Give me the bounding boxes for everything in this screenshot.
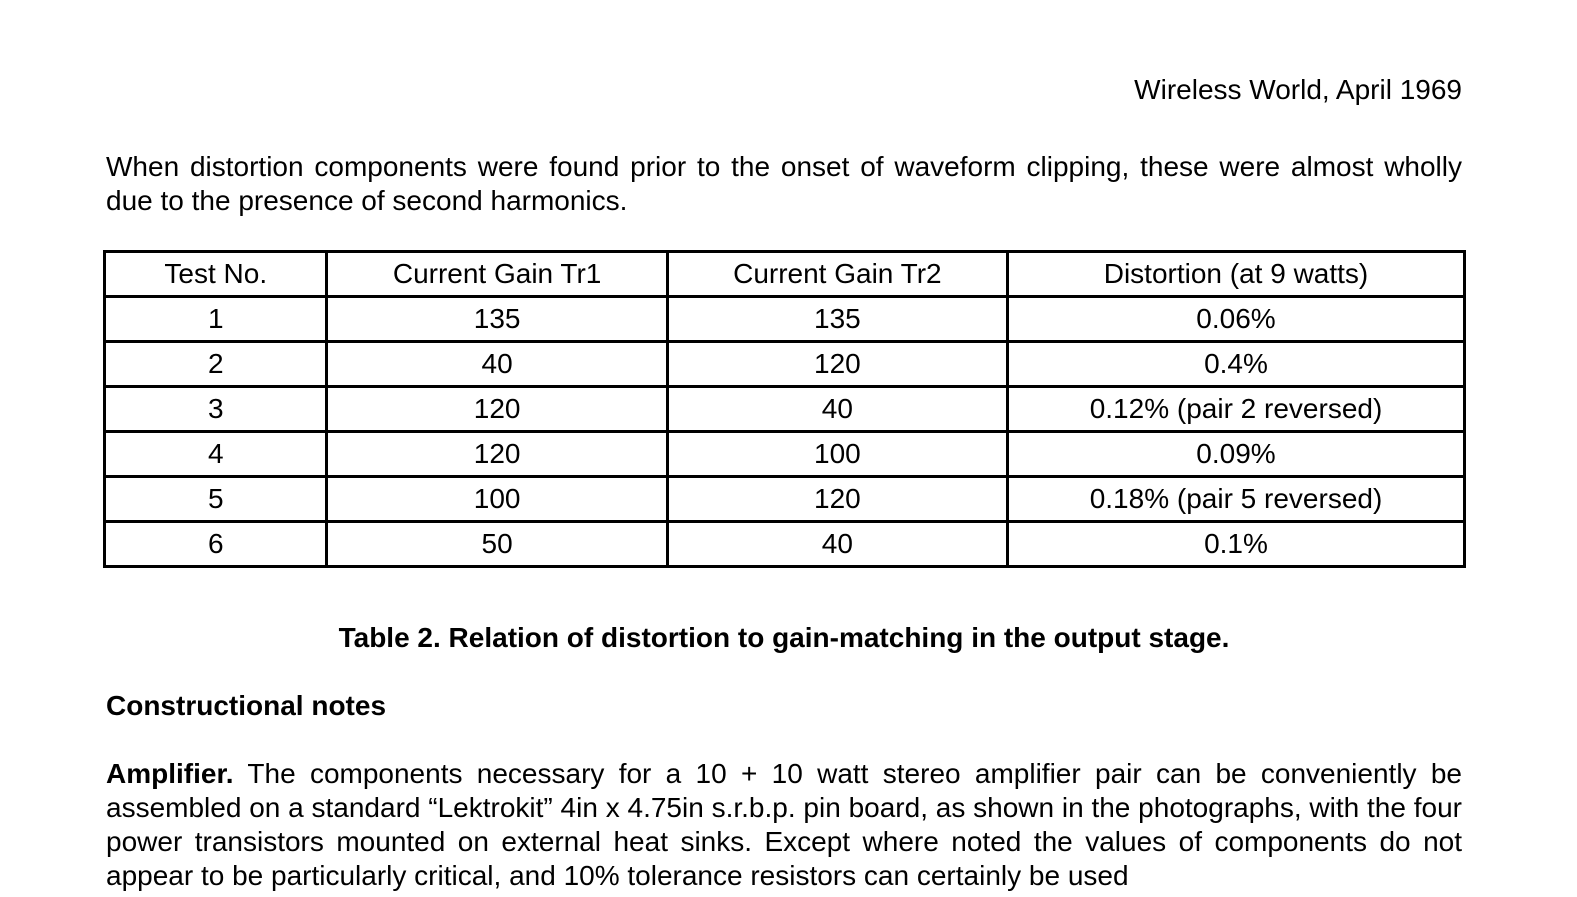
table-row xyxy=(105,387,1465,432)
table-cell-gain-tr2: 135 xyxy=(667,297,1007,342)
table-cell-distortion: 0.06% xyxy=(1007,297,1464,342)
table-cell-gain-tr1: 40 xyxy=(327,342,667,387)
table-cell-test-no: 2 xyxy=(105,342,327,387)
table-cell-gain-tr2: 120 xyxy=(667,477,1007,522)
table-cell-distortion: 0.4% xyxy=(1007,342,1464,387)
intro-paragraph: When distortion components were found prior to the onset of waveform clipping, these were almost wholly due to the presence of second harmonics. xyxy=(106,151,1462,216)
table-cell-test-no: 3 xyxy=(105,387,327,432)
table-cell-test-no: 5 xyxy=(105,477,327,522)
table-cell-gain-tr2: 120 xyxy=(667,342,1007,387)
table-cell-gain-tr2: 100 xyxy=(667,432,1007,477)
section-heading: Constructional notes xyxy=(106,690,387,721)
amplifier-paragraph-text: The components necessary for a 10 + 10 watt stereo amplifier pair can be conveniently be assembled on a standard “Lektrokit” 4in x 4.75in s.r.b.p. pin board, as shown in the photographs, with the four power transistors mounted on external heat sinks. Except where noted the values of components do not appear to be particularly critical, and 10% tolerance resistors can certainly be used xyxy=(106,758,1462,891)
table-cell-gain-tr1: 50 xyxy=(327,522,667,567)
table-cell-gain-tr1: 100 xyxy=(327,477,667,522)
table-caption: Table 2. Relation of distortion to gain-matching in the output stage. xyxy=(338,622,1230,653)
table-cell-gain-tr1: 135 xyxy=(327,297,667,342)
header-distortion: Distortion (at 9 watts) xyxy=(1007,252,1464,297)
table-header-row xyxy=(105,252,1465,297)
table-row xyxy=(105,297,1465,342)
table-cell-test-no: 6 xyxy=(105,522,327,567)
amplifier-paragraph xyxy=(106,757,1462,893)
table-cell-distortion: 0.1% xyxy=(1007,522,1464,567)
distortion-table xyxy=(103,250,1466,568)
table-cell-gain-tr2: 40 xyxy=(667,387,1007,432)
table-row xyxy=(105,342,1465,387)
amplifier-paragraph-lead: Amplifier. xyxy=(106,758,234,789)
table-row xyxy=(105,477,1465,522)
header-test-no: Test No. xyxy=(105,252,327,297)
table-cell-distortion: 0.09% xyxy=(1007,432,1464,477)
table-cell-distortion: 0.12% (pair 2 reversed) xyxy=(1007,387,1464,432)
table-cell-gain-tr1: 120 xyxy=(327,387,667,432)
header-current-gain-tr1: Current Gain Tr1 xyxy=(327,252,667,297)
header-current-gain-tr2: Current Gain Tr2 xyxy=(667,252,1007,297)
table-row xyxy=(105,522,1465,567)
table-cell-test-no: 1 xyxy=(105,297,327,342)
page-header-reference: Wireless World, April 1969 xyxy=(1134,74,1462,105)
table-cell-gain-tr1: 120 xyxy=(327,432,667,477)
table-cell-gain-tr2: 40 xyxy=(667,522,1007,567)
table-cell-test-no: 4 xyxy=(105,432,327,477)
table-cell-distortion: 0.18% (pair 5 reversed) xyxy=(1007,477,1464,522)
table-row xyxy=(105,432,1465,477)
